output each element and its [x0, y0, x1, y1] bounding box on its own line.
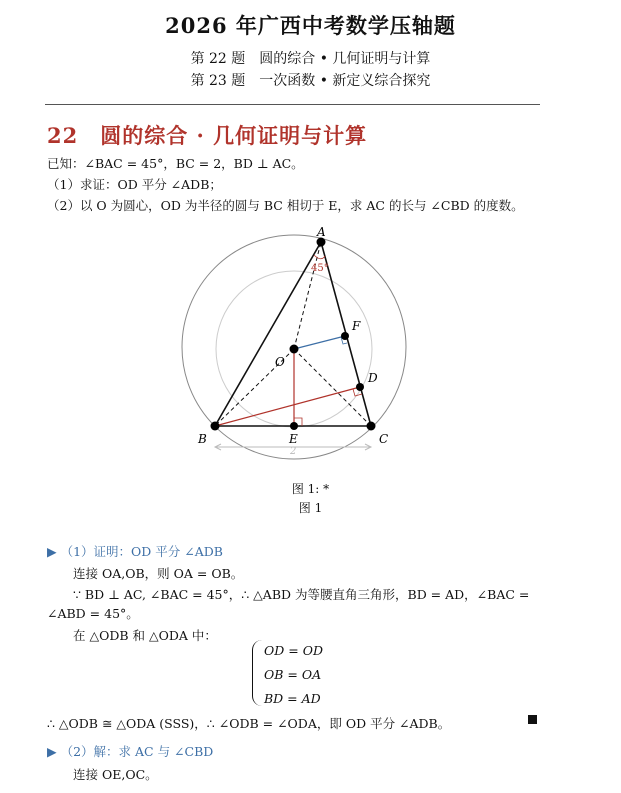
problem-q1: （1）求证：OD 平分 ∠ADB； [47, 177, 222, 192]
label-a: A [317, 225, 326, 239]
problem-given: 已知：∠BAC = 45°，BC = 2，BD ⊥ AC。 [47, 156, 304, 171]
label-o: O [275, 355, 285, 369]
subtitle-q23: 第 23 题 一次函数 • 新定义综合探究 [190, 73, 431, 89]
solution1-header: ▶ （1）证明：OD 平分 ∠ADB [47, 544, 223, 559]
segment-of [294, 336, 345, 349]
segment-oa [294, 242, 321, 349]
solution1-line1: 连接 OA,OB，则 OA = OB。 [73, 566, 244, 581]
figure-caption-1: 图 1: * [291, 482, 330, 496]
solution2-line1: 连接 OE,OC。 [73, 767, 158, 782]
subtitle-q22: 第 22 题 圆的综合 • 几何证明与计算 [190, 51, 431, 67]
label-e: E [289, 432, 298, 446]
solution1-line4: 在 △ODB 和 △ODA 中： [73, 628, 217, 643]
solution1-conclusion: ∴ △ODB ≅ △ODA (SSS)，∴ ∠ODB = ∠ODA，即 OD 平分 ∠ADB。 [47, 716, 451, 731]
angle-arc-a [314, 255, 325, 259]
segment-bd [215, 387, 360, 426]
solution2-header: ▶ （2）解：求 AC 与 ∠CBD [47, 744, 214, 759]
problem-q2: （2）以 O 为圆心，OD 为半径的圆与 BC 相切于 E，求 AC 的长与 ∠CBD 的度数。 [47, 198, 524, 213]
point-o [290, 345, 299, 354]
equation-3: BD = AD [264, 691, 321, 706]
label-c: C [379, 432, 389, 446]
point-c [367, 422, 376, 431]
label-b: B [198, 432, 207, 446]
page-title: 2026 年广西中考数学压轴题 [165, 13, 456, 38]
solution1-line2: ∵ BD ⊥ AC, ∠BAC = 45°，∴ △ABD 为等腰直角三角形，BD = AD，∠BAC = [73, 587, 530, 602]
solution1-line3: ∠ABD = 45°。 [47, 606, 139, 621]
label-d: D [368, 371, 378, 385]
point-d [356, 383, 364, 391]
qed-square [528, 715, 537, 724]
section-title: 22 圆的综合 · 几何证明与计算 [47, 123, 368, 148]
point-b [211, 422, 220, 431]
equation-1: OD = OD [264, 643, 323, 658]
dimension-label: 2 [290, 446, 297, 457]
equation-2: OB = OA [264, 667, 322, 682]
figure-caption-2: 图 1 [298, 501, 323, 515]
point-e [290, 422, 298, 430]
point-f [341, 332, 349, 340]
angle-label: 45° [311, 263, 329, 274]
side-ab [215, 242, 321, 426]
label-f: F [352, 319, 361, 333]
